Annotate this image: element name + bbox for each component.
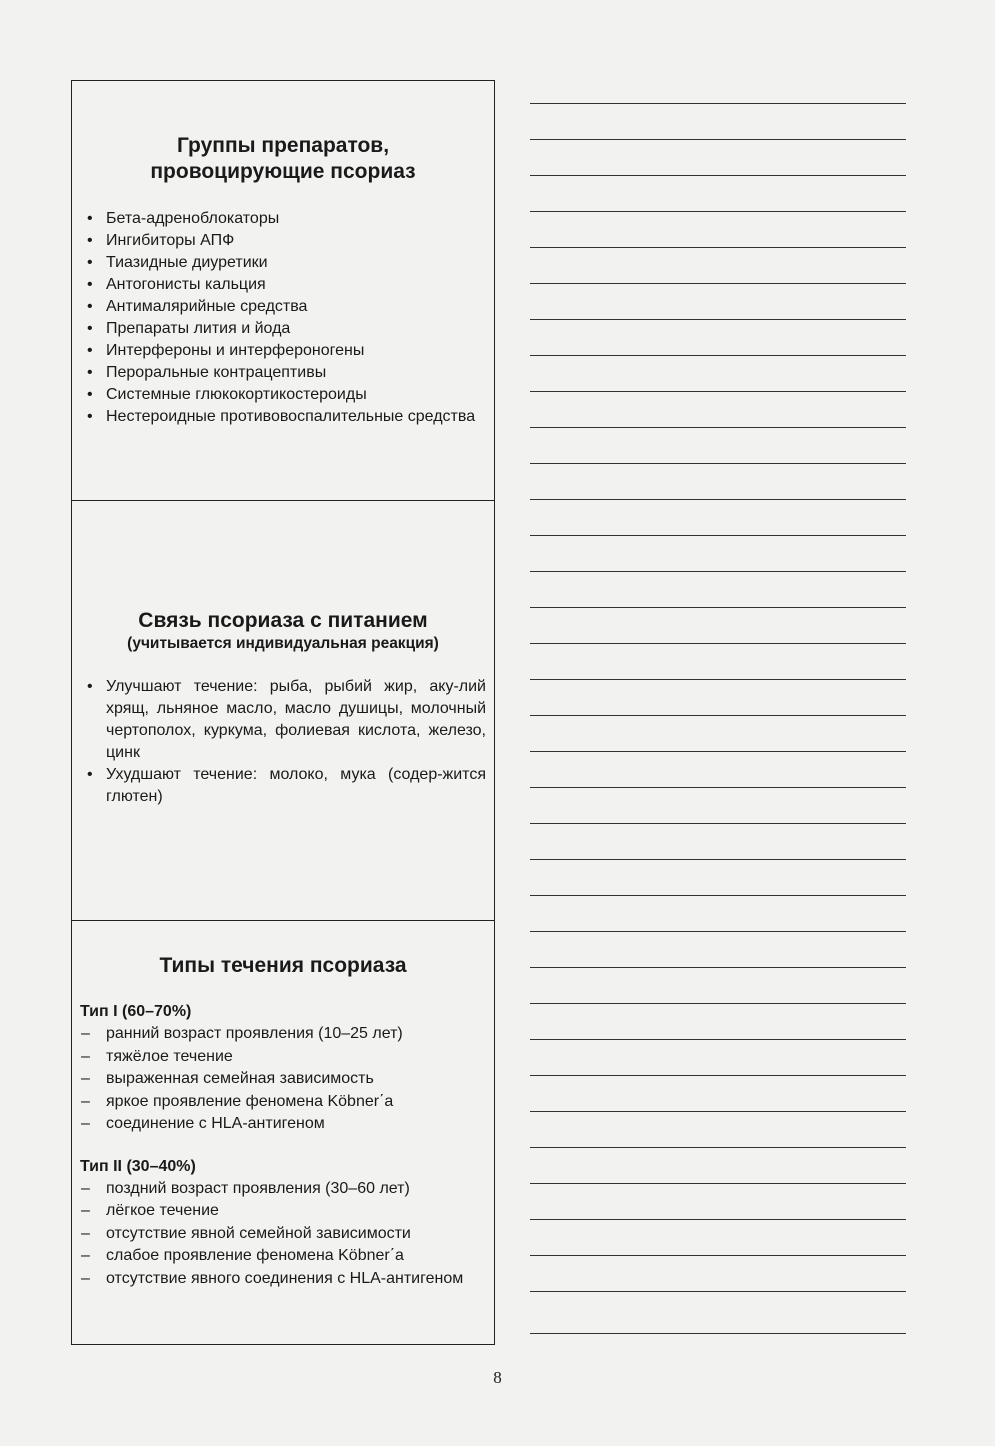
note-line	[530, 643, 906, 644]
note-line	[530, 1003, 906, 1004]
list-item: • Ингибиторы АПФ	[80, 230, 486, 252]
list-item: • Тиазидные диуретики	[80, 252, 486, 274]
note-line	[530, 571, 906, 572]
note-line	[530, 1039, 906, 1040]
list-item: • Ухудшают течение: молоко, мука (содер-жится глютен)	[80, 764, 486, 808]
nutrition-list	[80, 676, 486, 808]
note-line	[530, 1147, 906, 1148]
note-line	[530, 823, 906, 824]
note-line	[530, 751, 906, 752]
note-line	[530, 139, 906, 140]
page-number: 8	[493, 1368, 502, 1387]
note-line	[530, 1111, 906, 1112]
list-item: – отсутствие явной семейной зависимости	[80, 1223, 486, 1246]
type1-list	[80, 1023, 486, 1136]
note-line	[530, 319, 906, 320]
type1-heading: Тип I (60–70%)	[80, 1003, 192, 1020]
note-line	[530, 787, 906, 788]
note-line	[530, 967, 906, 968]
nutrition-title: Связь псориаза с питанием	[138, 609, 428, 632]
list-item: • Бета-адреноблокаторы	[80, 208, 486, 230]
list-item: • Системные глюкокортикостероиды	[80, 384, 486, 406]
type2-list	[80, 1178, 486, 1291]
drug-groups-section	[72, 81, 494, 501]
note-lines	[530, 0, 906, 1446]
course-types-title: Типы течения псориаза	[159, 954, 407, 977]
list-item: • Препараты лития и йода	[80, 318, 486, 340]
note-line	[530, 931, 906, 932]
note-line	[530, 499, 906, 500]
list-item: – поздний возраст проявления (30–60 лет)	[80, 1178, 486, 1201]
note-line	[530, 427, 906, 428]
note-line	[530, 103, 906, 104]
note-line	[530, 715, 906, 716]
list-item: • Интерфероны и интерфероногены	[80, 340, 486, 362]
list-item: – отсутствие явного соединения с HLA-антигеном	[80, 1268, 486, 1291]
note-line	[530, 175, 906, 176]
list-item: • Пероральные контрацептивы	[80, 362, 486, 384]
list-item: • Нестероидные противовоспалительные средства	[80, 406, 486, 428]
note-line	[530, 355, 906, 356]
list-item: – выраженная семейная зависимость	[80, 1068, 486, 1091]
note-line	[530, 1183, 906, 1184]
course-types-section	[72, 921, 494, 1344]
note-line	[530, 607, 906, 608]
nutrition-section	[72, 501, 494, 921]
note-line	[530, 283, 906, 284]
note-line	[530, 463, 906, 464]
note-line	[530, 1075, 906, 1076]
note-line	[530, 535, 906, 536]
list-item: • Улучшают течение: рыба, рыбий жир, аку-лий хрящ, льняное масло, масло душицы, молочный чертополох, куркума, фолиевая кислота, железо, цинк	[80, 676, 486, 764]
note-line	[530, 1219, 906, 1220]
list-item: – лёгкое течение	[80, 1200, 486, 1223]
note-line	[530, 1255, 906, 1256]
note-line	[530, 895, 906, 896]
content-box	[71, 80, 495, 1345]
note-line	[530, 1333, 906, 1334]
list-item: – яркое проявление феномена Köbner΄a	[80, 1091, 486, 1114]
nutrition-subtitle: (учитывается индивидуальная реакция)	[127, 635, 439, 652]
note-line	[530, 211, 906, 212]
drug-groups-list	[80, 208, 486, 428]
drug-groups-title-line2: провоцирующие псориаз	[150, 160, 416, 183]
note-line	[530, 859, 906, 860]
list-item: – ранний возраст проявления (10–25 лет)	[80, 1023, 486, 1046]
drug-groups-title-line1: Группы препаратов,	[176, 134, 390, 157]
note-line	[530, 391, 906, 392]
list-item: – слабое проявление феномена Köbner΄a	[80, 1245, 486, 1268]
list-item: – тяжёлое течение	[80, 1046, 486, 1069]
note-line	[530, 679, 906, 680]
note-line	[530, 1291, 906, 1292]
list-item: • Антогонисты кальция	[80, 274, 486, 296]
list-item: • Антималярийные средства	[80, 296, 486, 318]
list-item: – соединение с HLA-антигеном	[80, 1113, 486, 1136]
type2-heading: Тип II (30–40%)	[80, 1157, 196, 1175]
note-line	[530, 247, 906, 248]
